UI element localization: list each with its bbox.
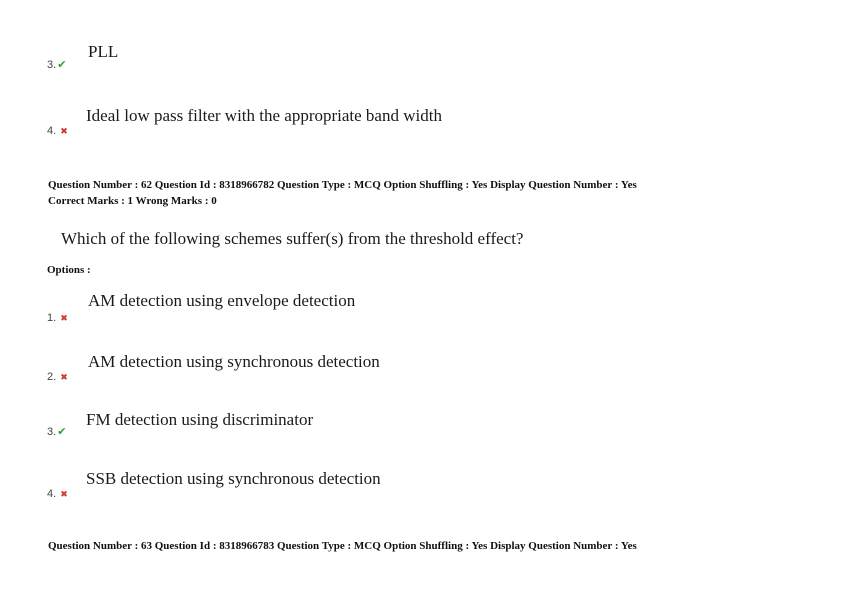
- option-text: Ideal low pass filter with the appropriate band width: [86, 106, 442, 125]
- option-number: 1. ✖: [47, 312, 68, 324]
- check-icon: ✔: [57, 426, 67, 438]
- option-text: SSB detection using synchronous detection: [86, 469, 381, 488]
- option-number: 3.✔: [47, 426, 67, 438]
- cross-icon: ✖: [60, 126, 68, 136]
- question-meta: Question Number : 63 Question Id : 8318966783 Question Type : MCQ Option Shuffling : Yes Display Question Number : Yes: [48, 540, 637, 552]
- option-text: AM detection using envelope detection: [88, 291, 356, 310]
- option-text: FM detection using discriminator: [86, 410, 314, 429]
- question-marks: Correct Marks : 1 Wrong Marks : 0: [48, 195, 217, 207]
- question-text: Which of the following schemes suffer(s) from the threshold effect?: [61, 229, 524, 248]
- options-label: Options :: [47, 264, 91, 276]
- option-number: 3.✔: [47, 59, 67, 71]
- cross-icon: ✖: [60, 489, 68, 499]
- cross-icon: ✖: [60, 313, 68, 323]
- option-text: AM detection using synchronous detection: [88, 352, 380, 371]
- check-icon: ✔: [57, 59, 67, 71]
- cross-icon: ✖: [60, 372, 68, 382]
- option-number: 2. ✖: [47, 371, 68, 383]
- option-text: PLL: [88, 42, 119, 61]
- question-meta: Question Number : 62 Question Id : 8318966782 Question Type : MCQ Option Shuffling : Yes Display Question Number : Yes: [48, 179, 637, 191]
- option-number: 4. ✖: [47, 125, 68, 137]
- option-number: 4. ✖: [47, 488, 68, 500]
